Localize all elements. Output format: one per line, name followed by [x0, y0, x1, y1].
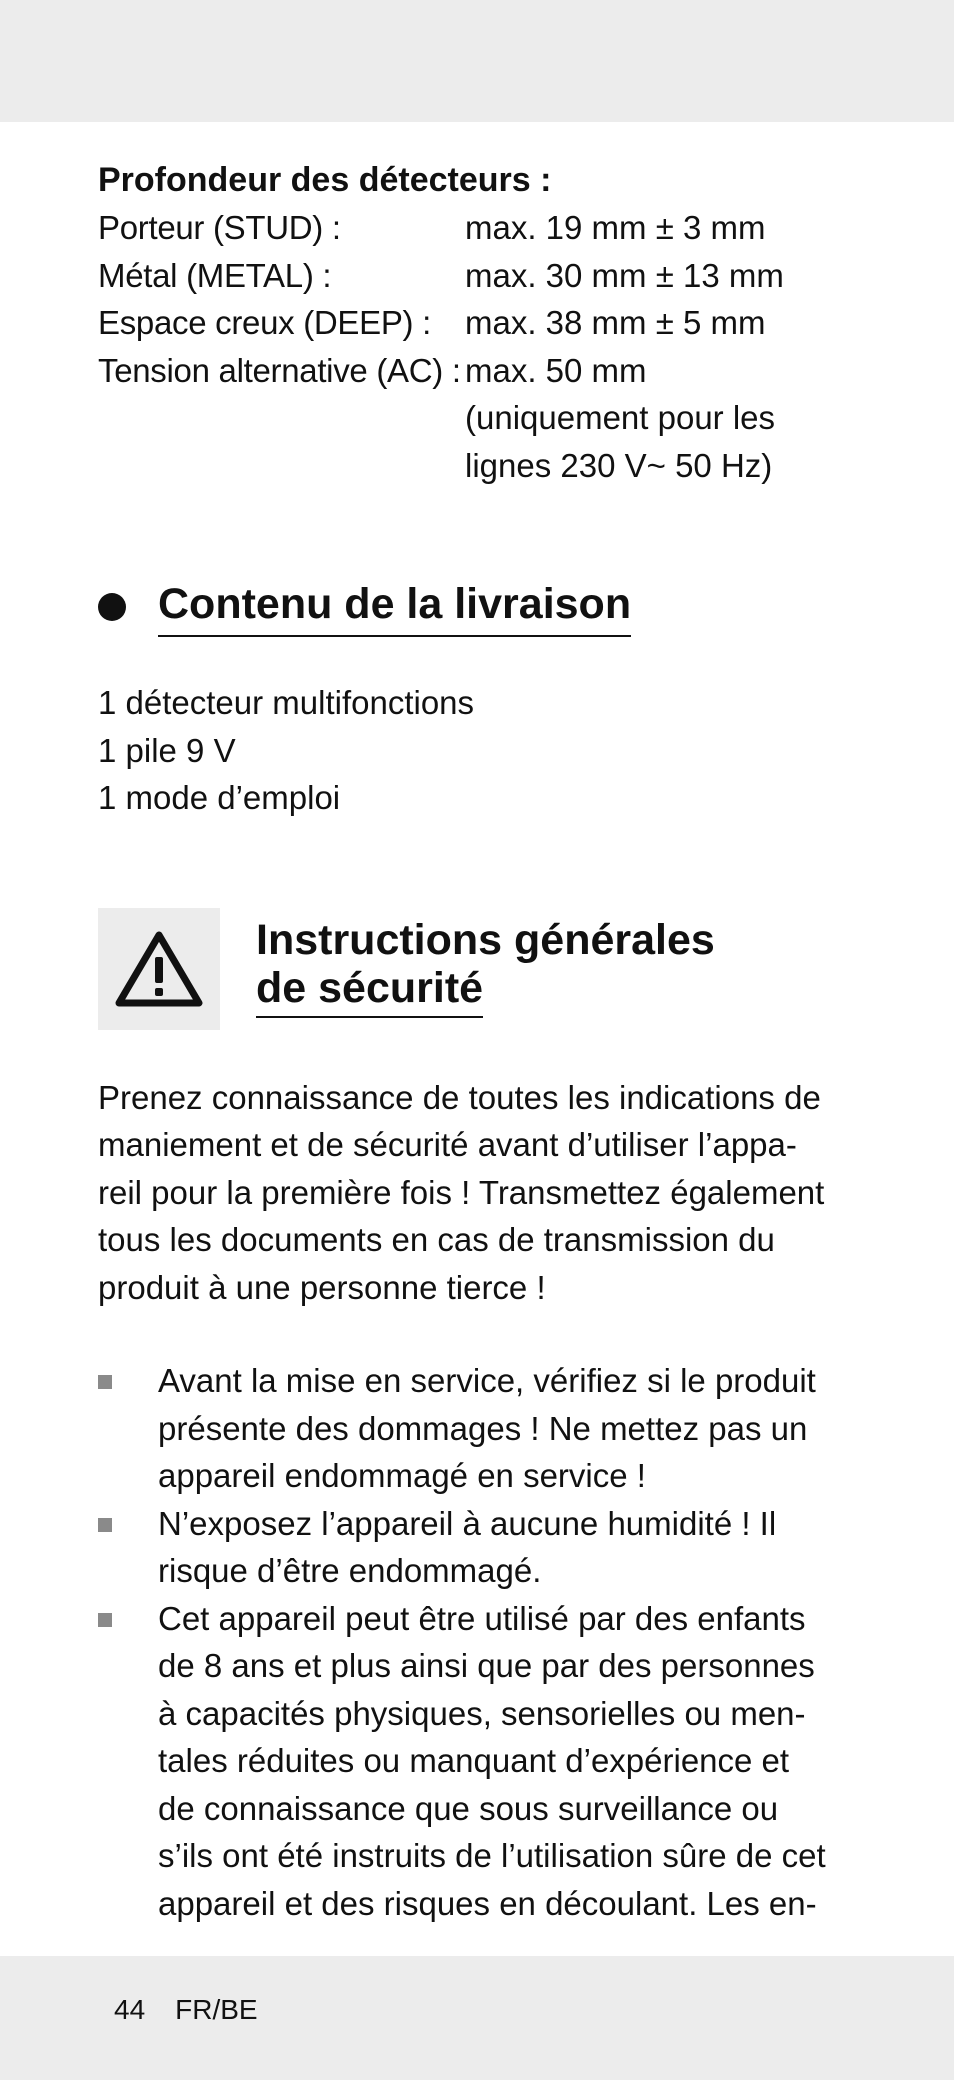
spec-label: Espace creux (DEEP) :: [98, 304, 431, 341]
safety-bullets: [98, 1357, 838, 1927]
bullet-text: [158, 1595, 826, 1928]
specs-title: Profondeur des détecteurs :: [98, 161, 552, 199]
safety-heading: [98, 908, 838, 1030]
square-bullet-icon: [98, 1375, 112, 1389]
list-item: [98, 1500, 838, 1595]
bullet-line: à capacités physiques, sensorielles ou men-: [158, 1694, 806, 1732]
spec-value: max. 19 mm ± 3 mm: [465, 209, 766, 246]
spec-value: max. 30 mm ± 13 mm: [465, 256, 784, 294]
specs-table: [98, 204, 838, 489]
bullet-line: appareil endommagé en service !: [158, 1457, 646, 1494]
list-item: 1 détecteur multifonctions: [98, 684, 475, 721]
spec-value: lignes 230 V~ 50 Hz): [465, 446, 773, 484]
bullet-text: [158, 1500, 776, 1595]
safety-title-line1: Instructions générales: [256, 915, 715, 964]
intro-line: maniement et de sécurité avant d’utiliser l’appa-: [98, 1126, 797, 1163]
spec-row: [98, 252, 838, 300]
bullet-line: risque d’être endommagé.: [158, 1552, 542, 1589]
warning-triangle-icon: [98, 908, 220, 1030]
intro-line: produit à une personne tierce !: [98, 1268, 546, 1306]
spec-value: max. 38 mm ± 5 mm: [465, 304, 766, 341]
safety-intro: [98, 1074, 838, 1312]
bullet-line: Avant la mise en service, vérifiez si le produit: [158, 1362, 816, 1399]
bullet-line: N’exposez l’appareil à aucune humidité ! Il: [158, 1504, 777, 1542]
page-number: 44: [114, 1994, 146, 2025]
bullet-line: tales réduites ou manquant d’expérience et: [158, 1742, 790, 1779]
list-item: 1 pile 9 V: [98, 731, 236, 769]
bullet-line: Cet appareil peut être utilisé par des enfants: [158, 1599, 806, 1637]
spec-label: Tension alternative (AC) :: [98, 351, 461, 389]
safety-title-block: [256, 908, 715, 1030]
delivery-heading-underline: [158, 577, 631, 637]
spec-row: [98, 442, 838, 490]
bullet-line: s’ils ont été instruits de l’utilisation sûre de cet: [158, 1837, 826, 1874]
spec-value: (uniquement pour les: [465, 399, 776, 436]
bullet-line: de connaissance que sous surveillance ou: [158, 1789, 779, 1827]
top-margin-band: [0, 0, 954, 122]
intro-line: tous les documents en cas de transmission du: [98, 1221, 775, 1258]
spec-label: [98, 394, 465, 442]
safety-title-line2: de sécurité: [256, 964, 483, 1018]
square-bullet-icon: [98, 1613, 112, 1627]
spec-row: [98, 394, 838, 442]
language-code: FR/BE: [175, 1994, 258, 2025]
list-item: [98, 1357, 838, 1500]
filled-circle-icon: [98, 593, 126, 621]
bullet-text: [158, 1357, 816, 1500]
page-content: [98, 156, 838, 1927]
delivery-list: [98, 679, 838, 822]
list-item: 1 mode d’emploi: [98, 779, 341, 816]
delivery-title: Contenu de la livraison: [158, 580, 632, 628]
spec-label: Métal (METAL) :: [98, 256, 332, 294]
spec-value: max. 50 mm: [465, 351, 647, 389]
intro-line: Prenez connaissance de toutes les indications de: [98, 1078, 821, 1116]
spec-row: [98, 204, 838, 252]
spec-row: [98, 299, 838, 347]
bullet-line: présente des dommages ! Ne mettez pas un: [158, 1409, 808, 1447]
spec-row: [98, 347, 838, 395]
list-item: [98, 1595, 838, 1928]
spec-label: Porteur (STUD) :: [98, 209, 341, 246]
spec-label: [98, 442, 465, 490]
delivery-heading: [98, 577, 838, 637]
bullet-line: de 8 ans et plus ainsi que par des personnes: [158, 1647, 815, 1684]
intro-line: reil pour la première fois ! Transmettez également: [98, 1173, 825, 1211]
bullet-line: appareil et des risques en découlant. Les en-: [158, 1884, 817, 1922]
square-bullet-icon: [98, 1518, 112, 1532]
page-footer: [114, 1990, 288, 2030]
